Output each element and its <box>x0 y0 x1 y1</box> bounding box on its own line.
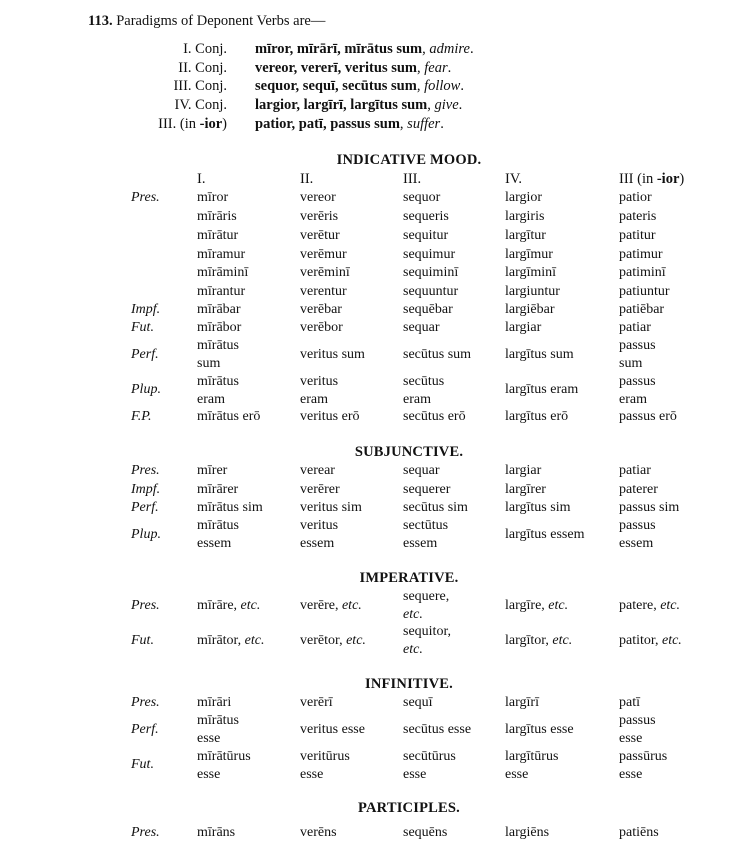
form-cell: largītus eram <box>505 382 579 397</box>
form-cell: sequitor, etc. <box>403 624 452 657</box>
form-cell: verērī <box>300 695 333 710</box>
form-cell: patiar <box>619 463 651 478</box>
form-cell: verentur <box>300 284 347 299</box>
principal-parts: sequor, sequī, secūtus sum <box>255 78 417 95</box>
form-cell: secūtus sum <box>403 347 472 362</box>
form-cell: sequar <box>403 463 440 478</box>
conjugation-row: II. Conj. vereor, vererī, veritus sum, fear. <box>140 59 474 78</box>
form-cell: largītus sum <box>505 347 574 362</box>
form-cell: sequitur <box>403 228 449 243</box>
form-cell: largīrer <box>505 482 546 497</box>
row-label: Perf. <box>131 347 159 362</box>
form-cell: veritus eram <box>300 374 339 407</box>
conjugation-label: III. (in -ior) <box>158 115 227 132</box>
form-cell: largiris <box>505 209 545 224</box>
infinitive-title: INFINITIVE. <box>364 676 453 692</box>
section-title: Paradigms of Deponent Verbs are— <box>116 13 326 29</box>
form-cell: passus sum <box>619 338 656 371</box>
form-cell: mīrantur <box>197 284 246 299</box>
form-cell: largītus esse <box>505 722 574 737</box>
row-label: Impf. <box>131 302 161 317</box>
form-cell: mīrārer <box>197 482 239 497</box>
meaning: follow <box>424 78 461 95</box>
conjugation-label: IV. Conj. <box>174 97 227 114</box>
form-cell: passus sim <box>619 500 680 515</box>
row-label: Pres. <box>131 463 160 478</box>
form-cell: mīrer <box>197 463 228 478</box>
form-cell: mīrāri <box>197 695 232 710</box>
row-label: Pres. <box>131 825 160 840</box>
form-cell: sequiminī <box>403 265 459 280</box>
form-cell: mīrāns <box>197 825 236 840</box>
form-cell: largiuntur <box>505 284 560 299</box>
form-cell: patior <box>619 190 652 205</box>
form-cell: largīre, etc. <box>505 598 569 613</box>
row-label: Plup. <box>131 527 161 542</box>
form-cell: passus essem <box>619 518 656 551</box>
meaning: fear <box>424 59 448 76</box>
row-label: Pres. <box>131 598 160 613</box>
form-cell: largītor, etc. <box>505 633 573 648</box>
form-cell: mīrāre, etc. <box>197 598 261 613</box>
form-cell: patī <box>619 695 640 710</box>
form-cell: mīrāminī <box>197 265 249 280</box>
row-label: Perf. <box>131 500 159 515</box>
form-cell: largītus essem <box>505 527 585 542</box>
form-cell: secūtus eram <box>403 374 445 407</box>
row-label: Fut. <box>131 757 154 772</box>
row-label: Pres. <box>131 695 160 710</box>
form-cell: patiuntur <box>619 284 670 299</box>
form-cell: verēmur <box>300 247 347 262</box>
form-cell: verēre, etc. <box>300 598 362 613</box>
indicative-title: INDICATIVE MOOD. <box>336 152 482 168</box>
form-cell: patiēbar <box>619 302 665 317</box>
form-cell: largīminī <box>505 265 557 280</box>
form-cell: mīrātus sum <box>197 338 239 371</box>
form-cell: patiēns <box>619 825 659 840</box>
conjugation-list <box>140 40 474 133</box>
row-label: Perf. <box>131 722 159 737</box>
form-cell: patitor, etc. <box>619 633 682 648</box>
row-label: Pres. <box>131 190 160 205</box>
conjugation-label: I. Conj. <box>183 41 227 58</box>
form-cell: verear <box>300 463 335 478</box>
section-heading <box>88 12 325 30</box>
form-cell: sequere, etc. <box>403 589 450 622</box>
subjunctive-title: SUBJUNCTIVE. <box>354 444 464 460</box>
form-cell: largiēns <box>505 825 550 840</box>
row-label: Impf. <box>131 482 161 497</box>
form-cell: patiar <box>619 320 651 335</box>
conjugation-label: II. Conj. <box>178 59 227 76</box>
form-cell: largītur <box>505 228 546 243</box>
form-cell: patitur <box>619 228 656 243</box>
form-cell: sequor <box>403 190 441 205</box>
form-cell: veritus sum <box>300 347 365 362</box>
form-cell: verērer <box>300 482 340 497</box>
form-cell: mīror <box>197 190 229 205</box>
form-cell: mīrātus eram <box>197 374 239 407</box>
form-cell: largītūrus esse <box>505 749 559 782</box>
form-cell: mīrābar <box>197 302 241 317</box>
form-cell: largīmur <box>505 247 553 262</box>
form-cell: secūtus erō <box>403 409 466 424</box>
form-cell: sequimur <box>403 247 456 262</box>
row-label: Fut. <box>131 320 154 335</box>
form-cell: verēminī <box>300 265 350 280</box>
section-number: 113. <box>88 13 113 29</box>
column-header: IV. <box>505 171 523 187</box>
form-cell: mīrātus esse <box>197 713 239 746</box>
form-cell: mīrātus erō <box>197 409 261 424</box>
form-cell: largītus sim <box>505 500 571 515</box>
form-cell: largiēbar <box>505 302 555 317</box>
meaning: suffer <box>407 115 441 132</box>
form-cell: mīrātus sim <box>197 500 263 515</box>
row-label: Plup. <box>131 382 161 397</box>
form-cell: mīrātūrus esse <box>197 749 251 782</box>
conjugation-row: I. Conj. mīror, mīrārī, mīrātus sum, admire. <box>140 40 474 59</box>
form-cell: sequēns <box>403 825 448 840</box>
principal-parts: vereor, vererī, veritus sum <box>255 59 418 76</box>
form-cell: veritus essem <box>300 518 339 551</box>
form-cell: vereor <box>300 190 336 205</box>
form-cell: sequeris <box>403 209 449 224</box>
form-cell: veritus esse <box>300 722 365 737</box>
imperative-title: IMPERATIVE. <box>359 570 459 586</box>
form-cell: sequerer <box>403 482 451 497</box>
conjugation-row: III. (in -ior) patior, patī, passus sum, suffer. <box>140 114 474 133</box>
form-cell: veritus sim <box>300 500 362 515</box>
form-cell: sequēbar <box>403 302 453 317</box>
form-cell: passus esse <box>619 713 656 746</box>
form-cell: mīrātus essem <box>197 518 239 551</box>
form-cell: verētur <box>300 228 340 243</box>
meaning: give <box>434 97 459 114</box>
form-cell: mīramur <box>197 247 246 262</box>
form-cell: verēns <box>300 825 337 840</box>
conjugation-label: III. Conj. <box>173 78 227 95</box>
form-cell: verēris <box>300 209 339 224</box>
form-cell: largīrī <box>505 695 539 710</box>
form-cell: sequuntur <box>403 284 459 299</box>
principal-parts: patior, patī, passus sum <box>255 115 400 132</box>
conjugation-row: IV. Conj. largior, largīrī, largītus sum, give. <box>140 96 474 115</box>
form-cell: largior <box>505 190 543 205</box>
row-label: F.P. <box>131 409 152 424</box>
principal-parts: mīror, mīrārī, mīrātus sum <box>255 41 423 58</box>
form-cell: patiminī <box>619 265 666 280</box>
participles-title: PARTICIPLES. <box>358 800 460 816</box>
form-cell: passūrus esse <box>619 749 668 782</box>
form-cell: verētor, etc. <box>300 633 366 648</box>
form-cell: sequī <box>403 695 433 710</box>
form-cell: largītus erō <box>505 409 569 424</box>
form-cell: veritus erō <box>300 409 360 424</box>
form-cell: veritūrus esse <box>300 749 350 782</box>
column-header: II. <box>300 171 314 187</box>
form-cell: secūtus esse <box>403 722 472 737</box>
column-header: I. <box>197 171 206 187</box>
form-cell: pateris <box>619 209 657 224</box>
form-cell: passus erō <box>619 409 677 424</box>
form-cell: sectūtus essem <box>403 518 449 551</box>
meaning: admire <box>429 41 470 58</box>
form-cell: mīrāris <box>197 209 237 224</box>
form-cell: secūtūrus esse <box>403 749 456 782</box>
form-cell: patere, etc. <box>619 598 681 613</box>
form-cell: patimur <box>619 247 663 262</box>
form-cell: passus eram <box>619 374 656 407</box>
column-header: III (in -ior) <box>619 171 685 187</box>
row-label: Fut. <box>131 633 154 648</box>
form-cell: largiar <box>505 320 542 335</box>
conjugation-row: III. Conj. sequor, sequī, secūtus sum, follow. <box>140 77 474 96</box>
form-cell: largiar <box>505 463 542 478</box>
form-cell: mīrātur <box>197 228 239 243</box>
form-cell: sequar <box>403 320 440 335</box>
form-cell: paterer <box>619 482 658 497</box>
column-header: III. <box>403 171 422 187</box>
form-cell: verēbar <box>300 302 342 317</box>
principal-parts: largior, largīrī, largītus sum <box>255 97 428 114</box>
form-cell: secūtus sim <box>403 500 468 515</box>
form-cell: mīrātor, etc. <box>197 633 265 648</box>
form-cell: mīrābor <box>197 320 242 335</box>
form-cell: verēbor <box>300 320 343 335</box>
